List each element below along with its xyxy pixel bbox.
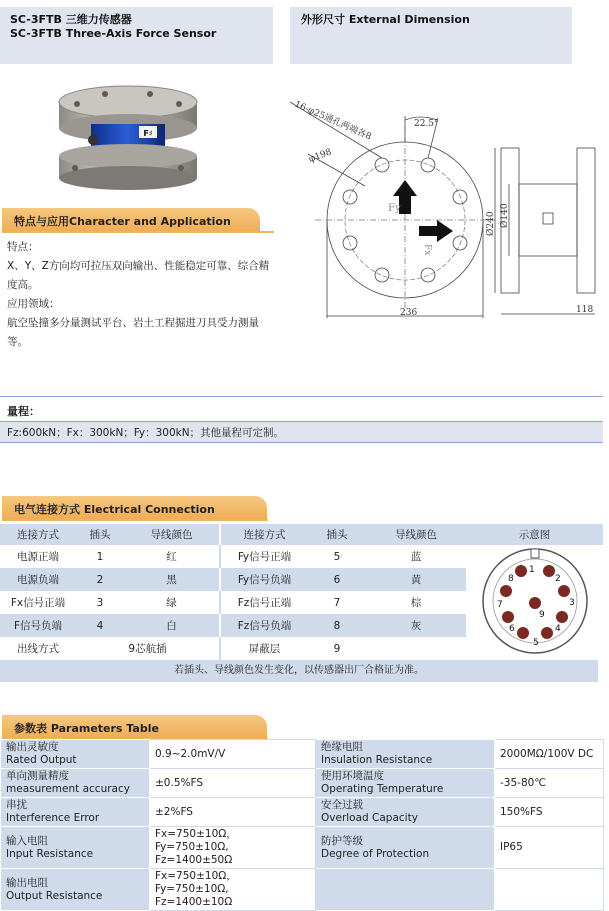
pcd-label: φ198 (307, 147, 334, 165)
table-row (0, 545, 603, 568)
pin-label: 5 (532, 638, 539, 648)
cell: 棕 (366, 591, 466, 614)
param-label (316, 740, 495, 769)
electrical-section-tab (2, 496, 267, 520)
elec-header: 示意图 (466, 524, 603, 545)
param-label-en: Input Resistance (6, 847, 94, 860)
range-value: Fz:600kN；Fx：300kN；Fy：300kN；其他量程可定制。 (7, 427, 285, 439)
cell: 白 (124, 614, 220, 637)
param-label (1, 827, 150, 869)
cell: 5 (308, 545, 366, 568)
pin-label: 6 (508, 624, 515, 634)
product-photo (55, 80, 205, 198)
cell: 绿 (124, 591, 220, 614)
dimension-drawing (280, 96, 605, 326)
empty-cell (366, 637, 466, 660)
range-divider (0, 396, 603, 397)
params-title: 参数表 Parameters Table (14, 722, 159, 735)
param-label-cn: 串扰 (6, 799, 27, 811)
cell: 红 (124, 545, 220, 568)
cell: Fz信号负端 (220, 614, 308, 637)
cell: 灰 (366, 614, 466, 637)
cell: 4 (76, 614, 124, 637)
cell: Fz信号正端 (220, 591, 308, 614)
cell: 1 (76, 545, 124, 568)
param-label-en: Insulation Resistance (321, 754, 433, 766)
cell: F信号负端 (0, 614, 76, 637)
character-line: 等。 (7, 336, 28, 348)
connector-diagram (479, 545, 591, 657)
output-label: 出线方式 (0, 637, 76, 660)
cell: 2 (76, 568, 124, 591)
height-label: 118 (576, 305, 594, 315)
param-label-en: Output Resistance (6, 889, 103, 902)
elec-header: 导线颜色 (366, 524, 466, 545)
param-value-line: Fz=1400±50Ω (155, 854, 233, 866)
param-label-en: Overload Capacity (321, 812, 418, 824)
character-line: 航空坠撞多分量测试平台、岩土工程掘进刀具受力测量 (7, 317, 259, 329)
param-label-cn: 绝缘电阻 (321, 741, 363, 753)
param-label-cn: 安全过载 (321, 799, 363, 811)
cell: 3 (76, 591, 124, 614)
cell: Fy信号负端 (220, 568, 308, 591)
param-label-cn: 输出电阻 (6, 876, 48, 889)
dimension-box (290, 7, 572, 64)
table-row (1, 740, 604, 769)
pin-label: 3 (568, 598, 575, 608)
character-title: 特点与应用Character and Application (14, 215, 231, 228)
param-value (150, 869, 316, 911)
param-label (316, 827, 495, 869)
param-value: ±2%FS (150, 798, 316, 827)
range-bar (0, 421, 603, 443)
param-value (495, 869, 604, 911)
table-row (1, 827, 604, 869)
fx-label: Fx (422, 244, 432, 256)
param-value: 0.9~2.0mV/V (150, 740, 316, 769)
param-label-cn: 单向测量精度 (6, 770, 69, 782)
cell: 8 (308, 614, 366, 637)
fx-arrow (419, 220, 453, 242)
pin-label: 1 (528, 565, 535, 575)
width-label: 236 (400, 308, 418, 318)
holes-label: 16-φ25通孔两端各8 (292, 99, 373, 143)
character-line: X、Y、Z方向均可拉压双向输出、性能稳定可靠、综合精 (7, 260, 270, 272)
param-value: ±0.5%FS (150, 769, 316, 798)
character-section-tab (2, 208, 260, 232)
title-cn: SC-3FTB 三维力传感器 (10, 13, 132, 26)
d140-label: Ø140 (500, 203, 510, 228)
character-line: 应用领域： (7, 298, 60, 310)
wiring-note: 若插头、导线颜色发生变化，以传感器出厂合格证为准。 (0, 660, 598, 682)
param-value (150, 827, 316, 869)
cell: 电源正端 (0, 545, 76, 568)
param-value-line: Fx=750±10Ω，Fy=750±10Ω, (155, 870, 237, 895)
param-label (1, 869, 150, 911)
param-label (316, 769, 495, 798)
param-value: IP65 (495, 827, 604, 869)
cell: 蓝 (366, 545, 466, 568)
param-label-cn: 防护等级 (321, 834, 363, 847)
pin-label: 8 (507, 574, 514, 584)
d240-label: Ø240 (486, 211, 496, 236)
param-label (1, 798, 150, 827)
electrical-underline (2, 519, 268, 521)
param-label-en: Degree of Protection (321, 847, 430, 860)
param-value: -35-80℃ (495, 769, 604, 798)
params-section-tab (2, 715, 267, 739)
photo-label: F♯ (143, 129, 153, 138)
param-value-line: Fx=750±10Ω，Fy=750±10Ω, (155, 828, 237, 853)
cell: Fx信号正端 (0, 591, 76, 614)
character-text (7, 238, 287, 352)
electrical-title: 电气连接方式 Electrical Connection (14, 503, 215, 516)
param-value: 2000MΩ/100V DC (495, 740, 604, 769)
table-row (1, 798, 604, 827)
character-underline (2, 231, 274, 233)
param-label-en: Rated Output (6, 754, 77, 766)
pin-label: 4 (554, 624, 561, 634)
elec-header: 导线颜色 (124, 524, 220, 545)
param-label-cn: 使用环境温度 (321, 770, 384, 782)
character-line: 特点： (7, 241, 39, 253)
table-row (1, 769, 604, 798)
cell: 黄 (366, 568, 466, 591)
electrical-header-row (0, 524, 603, 545)
pin-label: 7 (496, 600, 503, 610)
title-en: SC-3FTB Three-Axis Force Sensor (10, 27, 217, 40)
table-row (1, 869, 604, 911)
param-label-cn: 输出灵敏度 (6, 741, 59, 753)
param-label (1, 740, 150, 769)
cell: 黑 (124, 568, 220, 591)
connector-diagram-cell (466, 545, 603, 660)
dimension-title: 外形尺寸 External Dimension (301, 13, 470, 26)
output-value: 9芯航插 (76, 637, 220, 660)
param-label-en: measurement accuracy (6, 783, 130, 795)
cell: 7 (308, 591, 366, 614)
param-label (316, 869, 495, 911)
pin-label: 2 (554, 574, 561, 584)
cell: Fy信号正端 (220, 545, 308, 568)
range-title: 量程： (7, 405, 40, 418)
param-label (1, 769, 150, 798)
title-box (0, 7, 273, 64)
param-value-line: Fz=1400±10Ω (155, 896, 233, 908)
electrical-table (0, 524, 603, 660)
parameters-table (0, 739, 604, 911)
cell: 电源负端 (0, 568, 76, 591)
elec-header: 插头 (308, 524, 366, 545)
character-line: 度高。 (7, 279, 39, 291)
cell: 6 (308, 568, 366, 591)
elec-header: 连接方式 (0, 524, 76, 545)
param-label-en: Interference Error (6, 812, 100, 824)
shield-pin: 9 (308, 637, 366, 660)
shield-label: 屏蔽层 (220, 637, 308, 660)
elec-header: 插头 (76, 524, 124, 545)
param-label-cn: 输入电阻 (6, 834, 48, 847)
param-label-en: Operating Temperature (321, 783, 444, 795)
fy-label: Fy (388, 203, 401, 214)
elec-header: 连接方式 (220, 524, 308, 545)
angle-label: 22.5° (414, 119, 439, 129)
param-value: 150%FS (495, 798, 604, 827)
param-label (316, 798, 495, 827)
pin-label: 9 (538, 610, 545, 620)
